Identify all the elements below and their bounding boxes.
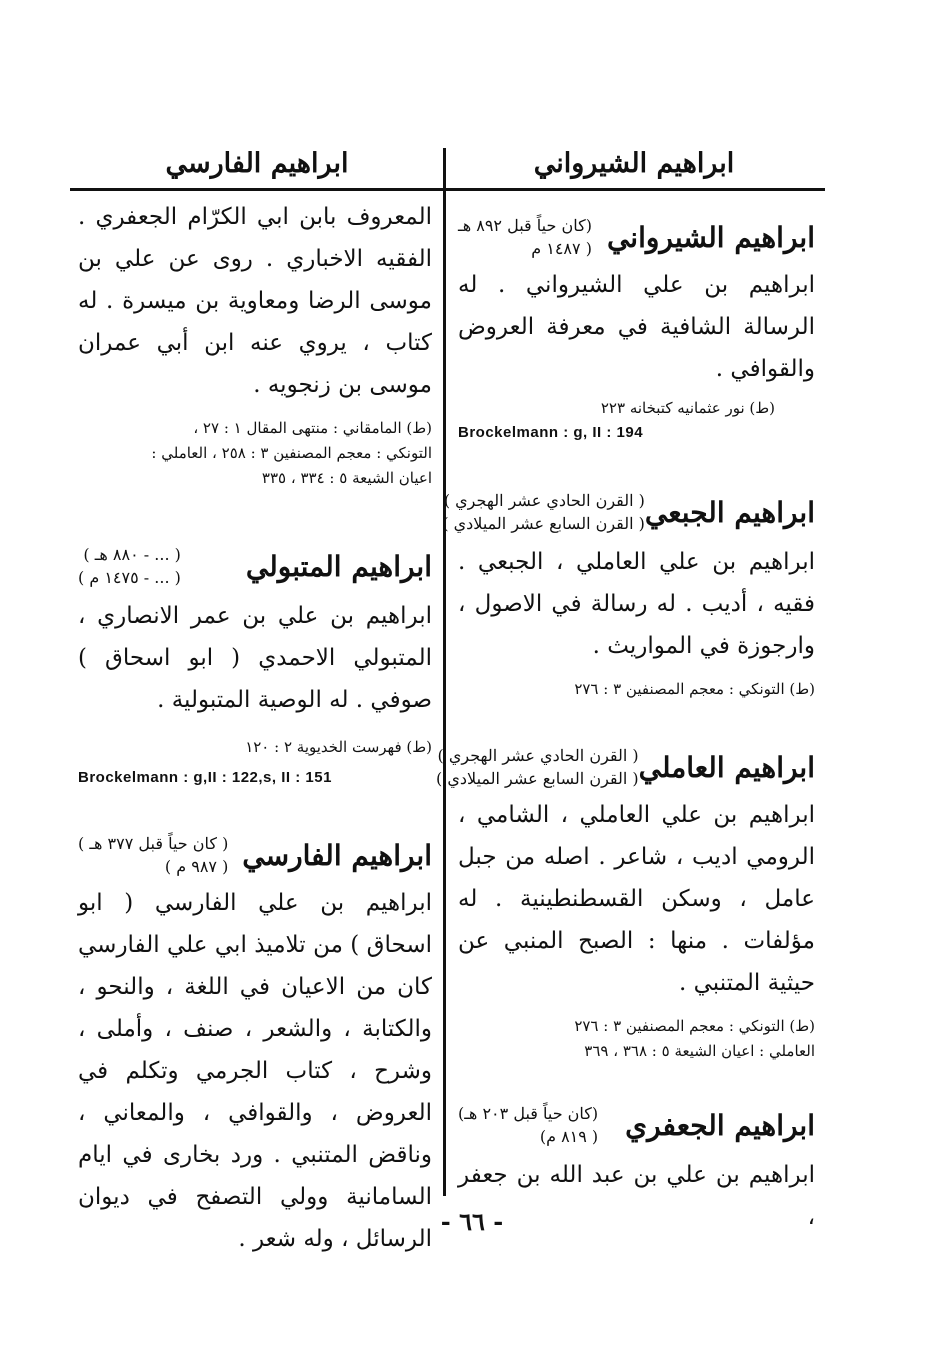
ref-line: (ط) نور عثمانيه كتبخانه ٢٢٣: [600, 399, 775, 417]
right-column: [436, 196, 815, 1238]
ref-line: (ط) فهرست الخديوية ٢ : ١٢٠: [245, 738, 432, 756]
ref-line: (ط) التونكي : معجم المصنفين ٣ : ٢٧٦: [574, 1017, 815, 1035]
entry-body: ابراهيم بن علي العاملي ، الشامي ، الرومي اديب ، شاعر . اصله من جبل عامل ، وسكن القسطنطينية . له مؤلفات . منها : الصبح المنبي عن حيثية المتنبي .: [458, 802, 815, 996]
entry-farisi: [78, 832, 432, 1260]
entry-name: ابراهيم الفارسي: [242, 838, 432, 872]
entry-date-hijri: (كان حياً قبل ٢٠٣ هـ): [458, 1104, 599, 1123]
ref-line: (ط) المامقاني : منتهى المقال ١ : ٢٧ ،: [193, 419, 432, 437]
entry-date-gregorian: ( القرن السابع عشر الميلادي ): [436, 769, 639, 788]
running-header-right: ابراهيم الشيرواني: [533, 148, 735, 179]
entry-name: ابراهيم الجعفري: [625, 1108, 815, 1142]
entry-date-hijri: ( القرن الحادي عشر الهجري ): [437, 746, 639, 765]
entry-body: ابراهيم بن علي الشيرواني . له الرسالة الشافية في معرفة العروض والقوافي .: [458, 272, 815, 382]
entry-date-gregorian: ( القرن السابع عشر الميلادي ): [442, 514, 645, 533]
entry-jubai: [442, 489, 815, 702]
entry-name: ابراهيم الشيرواني: [606, 220, 815, 254]
page-number: - ٦٦ -: [440, 1207, 504, 1236]
entry-refs: [78, 416, 432, 491]
left-column: [78, 196, 432, 1260]
entry-refs: [458, 1014, 815, 1064]
entry-name: ابراهيم الجبعي: [644, 495, 815, 529]
entry-date-hijri: (كان حياً قبل ٨٩٢ هـ: [458, 216, 592, 235]
entry-heading: [436, 744, 815, 790]
entry-heading: [78, 543, 432, 589]
entry-body: ابراهيم بن علي بن عمر الانصاري ، المتبولي الاحمدي ( ابو اسحاق ) صوفي . له الوصية المتبولية .: [78, 603, 432, 713]
entry-date-hijri: ( ... - ٨٨٠ هـ ): [83, 545, 181, 564]
entry-body: ابراهيم بن علي الفارسي ( ابو اسحاق ) من تلاميذ ابي علي الفارسي كان من الاعيان في اللغة ، والنحو ، والكتابة ، والشعر ، صنف ، وأملى ، وشرح ، كتاب الجرمي وتكلم في العروض ، والقوافي ، والمعاني ، وناقض المتنبي . ورد بخارى في ايام السامانية وولي التصفح في ديوان الرسائل ، وله شعر .: [78, 890, 432, 1252]
entry-date-hijri: ( القرن الحادي عشر الهجري ): [443, 491, 645, 510]
entry-body: ابراهيم بن علي العاملي ، الجبعي . فقيه ، أديب . له رسالة في الاصول ، وارجوزة في المواريث .: [458, 549, 815, 659]
entry-amili: [436, 744, 815, 1064]
entry-date-gregorian: ( ٩٨٧ م ): [164, 857, 229, 876]
entry-matbuli: [78, 543, 432, 790]
entry-heading: [442, 489, 815, 535]
column-divider: [443, 148, 446, 1196]
entry-date-gregorian: ( ... - ١٤٧٥ م ): [78, 568, 181, 587]
entry-dates: [78, 832, 228, 878]
ref-line: (ط) التونكي : معجم المصنفين ٣ : ٢٧٦: [574, 680, 815, 698]
ref-line: العاملي : اعيان الشيعة ٥ : ٣٦٨ ، ٣٦٩: [584, 1042, 815, 1060]
entry-dates: [442, 489, 645, 535]
entry-date-hijri: ( كان حياً قبل ٣٧٧ هـ ): [78, 834, 229, 853]
entry-refs: [458, 396, 815, 421]
entry-heading: [78, 832, 432, 878]
entry-heading: [458, 214, 815, 260]
latin-reference: Brockelmann : g,II : 122,s, II : 151: [78, 769, 332, 786]
entry-dates: [436, 744, 639, 790]
entry-name: ابراهيم العاملي: [638, 750, 815, 784]
entry-dates: [78, 543, 181, 589]
entry-heading: [458, 1102, 815, 1148]
entry-refs: [78, 735, 432, 760]
entry-refs: [458, 677, 815, 702]
ref-line: التونكي : معجم المصنفين ٣ : ٢٥٨ ، العاملي :: [151, 444, 432, 462]
entry-shirwani: [458, 214, 815, 445]
ref-line: اعيان الشيعة ٥ : ٣٣٤ ، ٣٣٥: [261, 469, 432, 487]
entry-date-gregorian: ( ٨١٩ م): [539, 1127, 599, 1146]
entry-dates: [458, 1102, 598, 1148]
latin-reference: Brockelmann : g, II : 194: [458, 424, 644, 441]
entry-body: ابراهيم بن علي بن عبد الله بن جعفر ،: [458, 1162, 815, 1230]
entry-dates: [458, 214, 592, 260]
entry-body: المعروف بابن ابي الكرّام الجعفري . الفقيه الاخباري . روى عن علي بن موسى الرضا ومعاوية بن ميسرة . له كتاب ، يروي عنه ابن أبي عمران موسى بن زنجويه .: [78, 204, 432, 398]
entry-name: ابراهيم المتبولي: [245, 549, 432, 583]
header-rule: [70, 188, 825, 191]
entry-jafari-continued: [78, 196, 432, 491]
entry-date-gregorian: ( ١٤٨٧ م: [531, 239, 592, 258]
running-header-left: ابراهيم الفارسي: [165, 148, 349, 179]
